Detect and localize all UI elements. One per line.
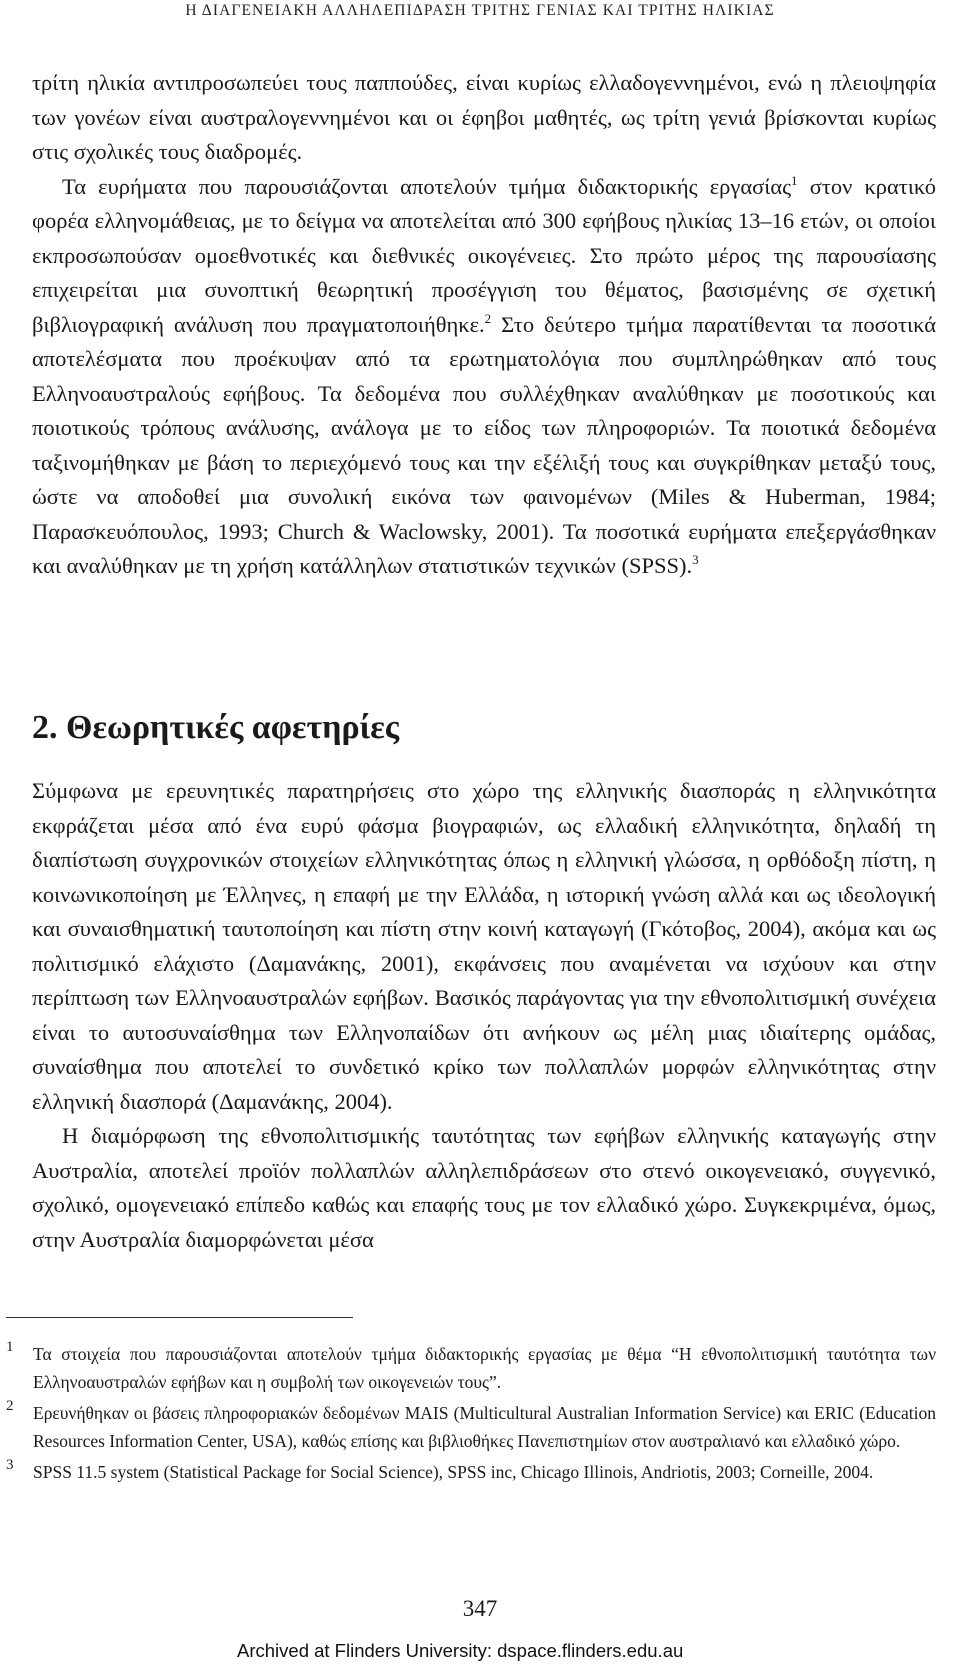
footnote-text: Τα στοιχεία που παρουσιάζονται αποτελούν τμήμα διδακτορικής εργασίας με θέμα “Η εθνοπολιτισμική ταυτότητα των Ελληνοαυστραλών εφήβων και η συμβολή των οικογενειών τους”. bbox=[33, 1344, 936, 1392]
footnote-number: 1 bbox=[6, 1339, 14, 1355]
footnote bbox=[6, 1458, 936, 1486]
footnote-text: Ερευνήθηκαν οι βάσεις πληροφοριακών δεδομένων MAIS (Multicultural Australian Information Service) και ERIC (Education Resources Information Center, USA), καθώς επίσης και βιβλιοθήκες Πανεπιστημίων στον αυστραλιανό και ελλαδικό χώρο. bbox=[33, 1403, 936, 1451]
footnote-ref-2[interactable]: 2 bbox=[484, 310, 492, 326]
section-heading: 2. Θεωρητικές αφετηρίες bbox=[32, 709, 400, 746]
intro-paragraph-2-part-c: Στο δεύτερο τμήμα παρατίθενται τα ποσοτικά αποτελέσματα που προέκυψαν από τα ερωτηματολόγια που συμπληρώθηκαν από τους Ελληνοαυστραλούς εφήβους. Τα δεδομένα που συλλέχθηκαν αναλύθηκαν με ποσοτικούς και ποιοτικούς τρόπους ανάλυσης, ανάλογα με το είδος των πληροφοριών. Τα ποιοτικά δεδομένα ταξινομήθηκαν με βάση το περιεχόμενό τους και την εξέλιξή τους και συγκρίθηκαν μεταξύ τους, ώστε να αποδοθεί μια συνολική εικόνα των φαινομένων (Miles & Huberman, 1984; Παρασκευόπουλος, 1993; Church & Waclowsky, 2001). Τα ποσοτικά ευρήματα επεξεργάσθηκαν και αναλύθηκαν με τη χρήση κατάλληλων στατιστικών τεχνικών (SPSS). bbox=[32, 311, 937, 578]
running-head: Η ΔΙΑΓΕΝΕΙΑΚΗ ΑΛΛΗΛΕΠΙΔΡΑΣΗ ΤΡΙΤΗΣ ΓΕΝΙΑΣ ΚΑΙ ΤΡΙΤΗΣ ΗΛΙΚΙΑΣ bbox=[185, 2, 775, 19]
section-paragraph-1: Σύμφωνα με ερευνητικές παρατηρήσεις στο χώρο της ελληνικής διασποράς η ελληνικότητα εκφράζεται μέσα από ένα ευρύ φάσμα βιογραφιών, ως ελλαδική ελληνικότητα, δηλαδή τη διαπίστωση συγχρονικών στοιχείων ελληνικότητας όπως η ελληνική γλώσσα, η ορθόδοξη πίστη, η κοινωνικοποίηση με Έλληνες, η επαφή με την Ελλάδα, η ιστορική γνώση αλλά και ως ιδεολογική και συναισθηματική ταυτοποίηση και πίστη στην κοινή καταγωγή (Γκότοβος, 2004), ακόμα και ως πολιτισμικό ελάχιστο (Δαμανάκης, 2001), εκφάνσεις που αναμένεται να ισχύουν και στην περίπτωση των Ελληνοαυστραλών εφήβων. Βασικός παράγοντας για την εθνοπολιτισμική συνέχεια είναι το αυτοσυναίσθημα των Ελληνοπαίδων ότι ανήκουν ως μέλη μιας ιδιαίτερης ομάδας, συναίσθημα που αποτελεί το συνδετικό κρίκο των πολλαπλών μορφών ελληνικότητας στην ελληνική διασπορά (Δαμανάκης, 2004). bbox=[32, 778, 936, 1114]
intro-paragraph-1: τρίτη ηλικία αντιπροσωπεύει τους παππούδες, είναι κυρίως ελλαδογεννημένοι, ενώ η πλειοψηφία των γονέων είναι αυστραλογεννημένοι και οι έφηβοι μαθητές, ως τρίτη γενιά βρίσκονται κυρίως στις σχολικές τους διαδρομές. bbox=[32, 70, 936, 164]
footnote-number: 3 bbox=[6, 1457, 14, 1473]
intro-paragraph-2-part-a: Τα ευρήματα που παρουσιάζονται αποτελούν τμήμα διδακτορικής εργασίας bbox=[62, 173, 792, 199]
section-text-block bbox=[32, 774, 936, 1257]
page-number: 347 bbox=[462, 1596, 498, 1621]
intro-text-block bbox=[32, 66, 936, 584]
footnote-ref-1[interactable]: 1 bbox=[791, 172, 798, 188]
footnote-ref-3[interactable]: 3 bbox=[692, 552, 699, 567]
footnote bbox=[6, 1399, 936, 1455]
footnote-divider bbox=[6, 1317, 353, 1318]
section-paragraph-2: Η διαμόρφωση της εθνοπολιτισμικής ταυτότητας των εφήβων ελληνικής καταγωγής στην Αυστραλία, αποτελεί προϊόν πολλαπλών αλληλεπιδράσεων στο στενό οικογενειακό, συγγενικό, σχολικό, ομογενειακό επίπεδο καθώς και επαφής τους με τον ελλαδικό χώρο. Συγκεκριμένα, όμως, στην Αυστραλία διαμορφώνεται μέσα bbox=[32, 1123, 936, 1252]
footnotes bbox=[6, 1340, 936, 1489]
footnote-number: 2 bbox=[6, 1398, 14, 1414]
intro-paragraph-2 bbox=[32, 170, 936, 584]
footnote-text: SPSS 11.5 system (Statistical Package for Social Science), SPSS inc, Chicago Illinois, Andriotis, 2003; Corneille, 2004. bbox=[33, 1462, 874, 1482]
footnote bbox=[6, 1340, 936, 1396]
archive-note: Archived at Flinders University: dspace.flinders.edu.au bbox=[237, 1640, 684, 1661]
intro-paragraph-2-part-b: στον κρατικό φορέα ελληνομάθειας, με το δείγμα να αποτελείται από 300 εφήβους ηλικίας 13–16 ετών, οι οποίοι εκπροσωπούσαν ομοεθνοτικές και διεθνικές οικογένειες. Στο πρώτο μέρος της παρουσίασης επιχειρείται μια συνοπτική θεωρητική προσέγγιση του θέματος, βασισμένης σε σχετική βιβλιογραφική ανάλυση που πραγματοποιήθηκε. bbox=[32, 173, 936, 337]
